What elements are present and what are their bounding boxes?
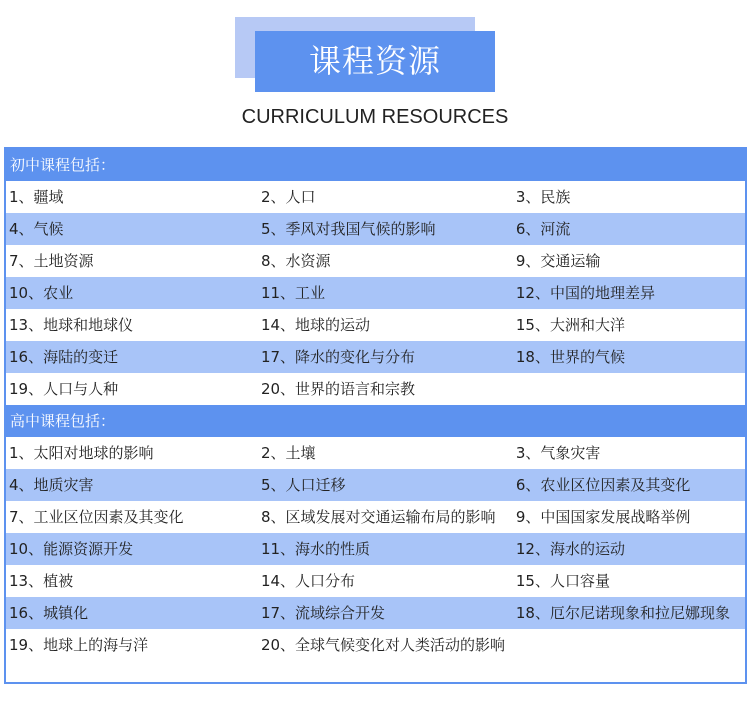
table-row [6, 245, 745, 277]
table-cell: 7、土地资源 [9, 252, 94, 270]
table-cell: 16、城镇化 [9, 604, 89, 622]
table-row [6, 533, 745, 565]
table-row [6, 629, 745, 661]
table-cell: 9、交通运输 [515, 252, 601, 270]
table-cell: 17、降水的变化与分布 [260, 348, 416, 366]
table-row [6, 373, 745, 405]
table-cell: 15、大洲和大洋 [515, 316, 625, 334]
table-cell: 12、海水的运动 [515, 540, 625, 558]
table-cell: 7、工业区位因素及其变化 [9, 508, 184, 526]
table-cell: 19、地球上的海与洋 [9, 636, 149, 654]
table-cell: 12、中国的地理差异 [515, 284, 655, 302]
table-cell: 19、人口与人种 [9, 380, 119, 398]
junior-section-header: 初中课程包括： [6, 149, 745, 181]
table-row [6, 277, 745, 309]
table-cell: 8、水资源 [260, 252, 331, 270]
page-subtitle: CURRICULUM RESOURCES [241, 106, 509, 128]
table-cell: 11、海水的性质 [260, 540, 371, 558]
table-row [6, 309, 745, 341]
table-cell [513, 373, 745, 405]
table-cell: 20、全球气候变化对人类活动的影响 [260, 636, 506, 654]
table-cell: 15、人口容量 [515, 572, 610, 590]
senior-rows [6, 437, 745, 661]
table-cell: 18、世界的气候 [515, 348, 625, 366]
table-cell: 11、工业 [260, 284, 326, 302]
table-cell: 14、地球的运动 [260, 316, 371, 334]
table-cell: 8、区域发展对交通运输布局的影响 [260, 508, 496, 526]
table-row [6, 597, 745, 629]
table-cell: 17、流域综合开发 [260, 604, 386, 622]
page-title: 课程资源 [255, 31, 495, 92]
table-cell: 16、海陆的变迁 [9, 348, 119, 366]
table-cell: 1、太阳对地球的影响 [9, 444, 154, 462]
table-row [6, 565, 745, 597]
table-cell: 13、植被 [9, 572, 74, 590]
table-cell: 13、地球和地球仪 [9, 316, 134, 334]
table-cell: 2、人口 [260, 188, 316, 206]
table-row [6, 181, 745, 213]
table-cell: 3、民族 [515, 188, 571, 206]
table-cell: 9、中国国家发展战略举例 [515, 508, 691, 526]
table-cell: 10、能源资源开发 [9, 540, 134, 558]
table-cell: 18、厄尔尼诺现象和拉尼娜现象 [515, 604, 730, 622]
table-cell [513, 629, 745, 661]
table-cell: 5、季风对我国气候的影响 [260, 220, 436, 238]
table-cell: 5、人口迁移 [260, 476, 346, 494]
junior-rows [6, 181, 745, 405]
table-cell: 6、河流 [515, 220, 571, 238]
table-cell: 4、气候 [9, 220, 64, 238]
table-cell: 4、地质灾害 [9, 476, 94, 494]
table-cell: 2、土壤 [260, 444, 316, 462]
curriculum-table [4, 147, 747, 684]
table-cell: 6、农业区位因素及其变化 [515, 476, 691, 494]
table-cell: 3、气象灾害 [515, 444, 601, 462]
table-cell: 10、农业 [9, 284, 74, 302]
senior-section-header: 高中课程包括： [6, 405, 745, 437]
table-row [6, 501, 745, 533]
table-cell: 1、疆域 [9, 188, 64, 206]
table-row [6, 341, 745, 373]
table-row [6, 469, 745, 501]
table-cell: 20、世界的语言和宗教 [260, 380, 416, 398]
table-cell: 14、人口分布 [260, 572, 356, 590]
table-row [6, 213, 745, 245]
table-row [6, 437, 745, 469]
